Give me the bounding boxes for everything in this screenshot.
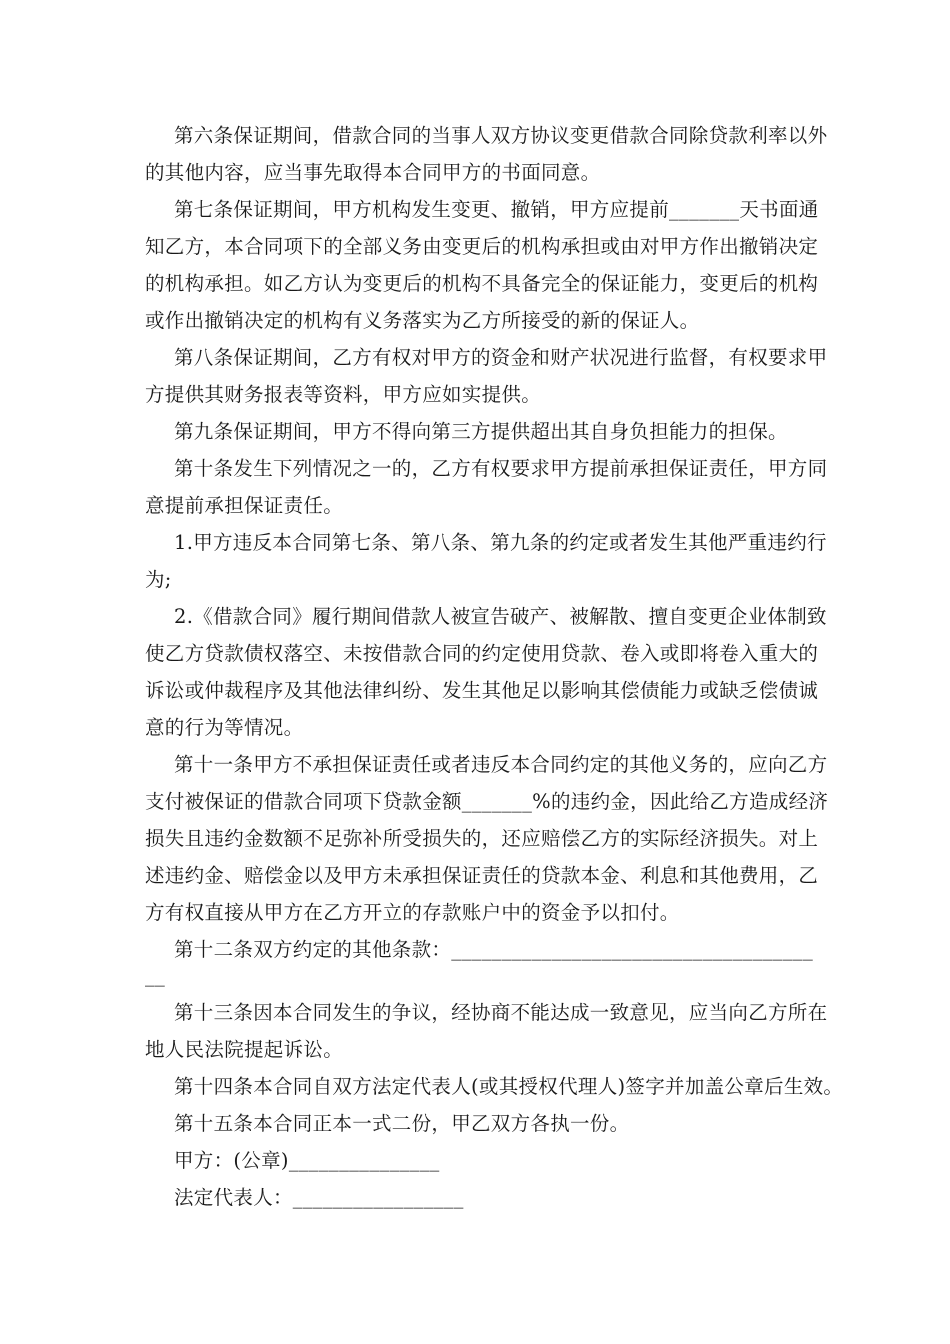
clause-8-line-1: 第八条保证期间，乙方有权对甲方的资金和财产状况进行监督，有权要求甲	[174, 346, 828, 369]
clause-9-line-1: 第九条保证期间，甲方不得向第三方提供超出其自身负担能力的担保。	[174, 420, 788, 443]
clause-8-line-2: 方提供其财务报表等资料，甲方应如实提供。	[145, 383, 542, 406]
clause-11-line-5: 方有权直接从甲方在乙方开立的存款账户中的资金予以扣付。	[145, 901, 680, 924]
clause-11-line-2: 支付被保证的借款合同项下贷款金额_______%的违约金，因此给乙方造成经济	[145, 790, 829, 813]
item-1-line-1: 1.甲方违反本合同第七条、第八条、第九条的约定或者发生其他严重违约行	[174, 531, 827, 554]
clause-7-line-1: 第七条保证期间，甲方机构发生变更、撤销，甲方应提前_______天书面通	[174, 198, 819, 221]
item-2-line-1: 2.《借款合同》履行期间借款人被宣告破产、被解散、擅自变更企业体制致	[174, 605, 827, 628]
legal-representative-line: 法定代表人：_________________	[174, 1186, 464, 1209]
item-2-line-4: 意的行为等情况。	[145, 716, 304, 739]
clause-10-line-1: 第十条发生下列情况之一的，乙方有权要求甲方提前承担保证责任，甲方同	[174, 457, 828, 480]
clause-11-line-3: 损失且违约金数额不足弥补所受损失的，还应赔偿乙方的实际经济损失。对上	[145, 827, 819, 850]
clause-15-line-1: 第十五条本合同正本一式二份，甲乙双方各执一份。	[174, 1112, 630, 1135]
item-2-line-2: 使乙方贷款债权落空、未按借款合同的约定使用贷款、卷入或即将卷入重大的	[145, 642, 819, 665]
clause-7-line-4: 或作出撤销决定的机构有义务落实为乙方所接受的新的保证人。	[145, 309, 700, 332]
item-2-line-3: 诉讼或仲裁程序及其他法律纠纷、发生其他足以影响其偿债能力或缺乏偿债诚	[145, 679, 819, 702]
clause-14-line-1: 第十四条本合同自双方法定代表人(或其授权代理人)签字并加盖公章后生效。	[174, 1075, 844, 1098]
clause-12-line-1: 第十二条双方约定的其他条款：____________________________________	[174, 938, 813, 961]
clause-10-line-2: 意提前承担保证责任。	[145, 494, 344, 517]
clause-13-line-1: 第十三条因本合同发生的争议，经协商不能达成一致意见，应当向乙方所在	[174, 1001, 828, 1024]
item-1-line-2: 为;	[145, 568, 172, 591]
clause-6-line-2: 的其他内容，应当事先取得本合同甲方的书面同意。	[145, 161, 601, 184]
clause-6-line-1: 第六条保证期间，借款合同的当事人双方协议变更借款合同除贷款利率以外	[174, 124, 828, 147]
clause-7-line-3: 的机构承担。如乙方认为变更后的机构不具备完全的保证能力，变更后的机构	[145, 272, 819, 295]
clause-13-line-2: 地人民法院提起诉讼。	[145, 1038, 344, 1061]
clause-12-line-2: __	[145, 964, 166, 987]
clause-11-line-4: 述违约金、赔偿金以及甲方未承担保证责任的贷款本金、利息和其他费用，乙	[145, 864, 819, 887]
clause-11-line-1: 第十一条甲方不承担保证责任或者违反本合同约定的其他义务的，应向乙方	[174, 753, 828, 776]
party-a-seal-line: 甲方：(公章)_______________	[174, 1149, 440, 1172]
clause-7-line-2: 知乙方，本合同项下的全部义务由变更后的机构承担或由对甲方作出撤销决定	[145, 235, 819, 258]
